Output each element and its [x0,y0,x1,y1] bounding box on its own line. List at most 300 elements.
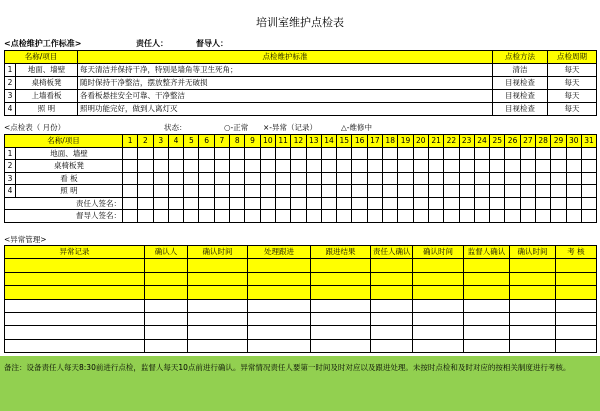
anomaly-cell[interactable] [413,286,464,299]
check-cell[interactable] [383,160,398,173]
check-cell[interactable] [566,160,581,173]
check-cell[interactable] [459,172,474,185]
check-cell[interactable] [490,160,505,173]
check-cell[interactable] [291,147,306,160]
check-cell[interactable] [566,185,581,198]
signature-cell[interactable] [337,210,352,223]
signature-cell[interactable] [367,197,382,210]
check-cell[interactable] [505,147,520,160]
signature-cell[interactable] [199,197,214,210]
anomaly-cell[interactable] [371,272,413,285]
check-cell[interactable] [199,185,214,198]
signature-cell[interactable] [413,197,428,210]
signature-cell[interactable] [505,197,520,210]
anomaly-cell[interactable] [188,299,248,312]
legend-abnormal: ×-异常（记录） [263,123,317,132]
check-cell[interactable] [505,172,520,185]
check-cell[interactable] [306,185,321,198]
row-standard: 随时保持干净整洁，摆放整齐并无破损 [78,77,493,90]
signature-row [5,197,597,210]
anomaly-cell[interactable] [464,272,510,285]
anomaly-cell[interactable] [464,339,510,352]
day-header: 22 [444,135,459,148]
check-cell[interactable] [337,160,352,173]
check-cell[interactable] [306,160,321,173]
anomaly-cell[interactable] [464,259,510,272]
check-cell[interactable] [275,147,290,160]
check-cell[interactable] [566,172,581,185]
anomaly-cell[interactable] [464,286,510,299]
check-cell[interactable] [184,160,199,173]
check-cell[interactable] [230,160,245,173]
check-cell[interactable] [444,172,459,185]
standards-row [5,90,597,103]
signature-label: 督导人签名： [5,210,123,223]
check-cell[interactable] [138,185,153,198]
anomaly-row [5,286,597,299]
check-cell[interactable] [123,147,138,160]
row-number: 1 [5,147,16,160]
check-cell[interactable] [459,185,474,198]
anomaly-cell[interactable] [188,312,248,325]
check-cell[interactable] [291,160,306,173]
check-cell[interactable] [153,160,168,173]
signature-cell[interactable] [184,210,199,223]
check-cell[interactable] [551,172,566,185]
signature-cell[interactable] [520,197,535,210]
signature-cell[interactable] [230,210,245,223]
anomaly-cell[interactable] [311,312,371,325]
signature-cell[interactable] [214,197,229,210]
check-cell[interactable] [230,147,245,160]
signature-cell[interactable] [520,210,535,223]
anomaly-cell[interactable] [510,299,556,312]
check-cell[interactable] [536,172,551,185]
legend-repair: △-维修中 [341,123,372,132]
signature-cell[interactable] [352,210,367,223]
check-cell[interactable] [536,160,551,173]
check-cell[interactable] [352,160,367,173]
anomaly-cell[interactable] [371,312,413,325]
day-header: 18 [383,135,398,148]
anomaly-cell[interactable] [311,299,371,312]
check-cell[interactable] [230,172,245,185]
anomaly-cell[interactable] [248,299,311,312]
signature-cell[interactable] [291,197,306,210]
signature-cell[interactable] [444,197,459,210]
signature-cell[interactable] [275,197,290,210]
anomaly-cell[interactable] [188,259,248,272]
anomaly-section-label: <异常管理> [4,235,47,244]
check-cell[interactable] [337,147,352,160]
anomaly-cell[interactable] [311,272,371,285]
check-cell[interactable] [245,160,260,173]
anomaly-cell[interactable] [145,312,188,325]
check-cell[interactable] [260,185,275,198]
check-cell[interactable] [352,147,367,160]
anomaly-cell[interactable] [145,272,188,285]
check-cell[interactable] [444,147,459,160]
signature-cell[interactable] [398,210,413,223]
check-cell[interactable] [551,147,566,160]
check-cell[interactable] [321,160,336,173]
anomaly-cell[interactable] [248,312,311,325]
check-cell[interactable] [383,172,398,185]
check-cell[interactable] [520,160,535,173]
check-cell[interactable] [520,147,535,160]
signature-cell[interactable] [551,210,566,223]
check-cell[interactable] [581,185,596,198]
signature-cell[interactable] [398,197,413,210]
signature-row [5,210,597,223]
signature-cell[interactable] [184,197,199,210]
anomaly-cell[interactable] [311,339,371,352]
anomaly-cell[interactable] [5,339,145,352]
check-cell[interactable] [413,147,428,160]
check-cell[interactable] [199,172,214,185]
signature-cell[interactable] [123,197,138,210]
anomaly-cell[interactable] [5,286,145,299]
check-cell[interactable] [551,185,566,198]
check-cell[interactable] [398,172,413,185]
signature-cell[interactable] [474,197,489,210]
signature-cell[interactable] [581,197,596,210]
signature-cell[interactable] [123,210,138,223]
anomaly-cell[interactable] [510,339,556,352]
standards-header-item: 名称/项目 [5,51,78,64]
checklist-row [5,185,597,198]
check-cell[interactable] [428,160,443,173]
signature-cell[interactable] [306,210,321,223]
signature-cell[interactable] [566,210,581,223]
check-cell[interactable] [474,160,489,173]
check-cell[interactable] [367,185,382,198]
signature-cell[interactable] [459,210,474,223]
check-cell[interactable] [245,147,260,160]
check-cell[interactable] [275,185,290,198]
check-cell[interactable] [413,185,428,198]
signature-cell[interactable] [428,197,443,210]
check-cell[interactable] [260,160,275,173]
standards-header-line [4,38,596,50]
anomaly-cell[interactable] [464,299,510,312]
check-cell[interactable] [153,185,168,198]
checklist-table [4,134,597,223]
checklist-header-item: 名称/项目 [5,135,123,148]
anomaly-cell[interactable] [5,326,145,339]
signature-cell[interactable] [459,197,474,210]
standards-row [5,64,597,77]
check-cell[interactable] [428,147,443,160]
check-cell[interactable] [459,147,474,160]
check-cell[interactable] [581,147,596,160]
checklist-row [5,172,597,185]
signature-cell[interactable] [474,210,489,223]
check-cell[interactable] [214,185,229,198]
check-cell[interactable] [352,172,367,185]
check-cell[interactable] [520,172,535,185]
check-cell[interactable] [490,147,505,160]
row-item: 上墙看板 [16,90,78,103]
check-cell[interactable] [184,172,199,185]
anomaly-cell[interactable] [413,259,464,272]
day-header: 15 [337,135,352,148]
anomaly-cell[interactable] [311,259,371,272]
signature-cell[interactable] [337,197,352,210]
check-cell[interactable] [168,147,183,160]
anomaly-cell[interactable] [556,299,597,312]
anomaly-cell[interactable] [188,326,248,339]
anomaly-cell[interactable] [556,286,597,299]
signature-cell[interactable] [291,210,306,223]
anomaly-cell[interactable] [248,272,311,285]
check-cell[interactable] [474,185,489,198]
day-header: 19 [398,135,413,148]
signature-cell[interactable] [321,210,336,223]
anomaly-cell[interactable] [556,259,597,272]
signature-cell[interactable] [245,197,260,210]
day-header: 11 [275,135,290,148]
day-header: 26 [505,135,520,148]
check-cell[interactable] [398,185,413,198]
anomaly-cell[interactable] [556,272,597,285]
check-cell[interactable] [581,172,596,185]
anomaly-cell[interactable] [510,272,556,285]
anomaly-cell[interactable] [413,272,464,285]
check-cell[interactable] [398,160,413,173]
check-cell[interactable] [413,160,428,173]
check-cell[interactable] [214,160,229,173]
signature-cell[interactable] [367,210,382,223]
signature-cell[interactable] [444,210,459,223]
check-cell[interactable] [214,147,229,160]
check-cell[interactable] [245,172,260,185]
anomaly-cell[interactable] [413,339,464,352]
anomaly-header: 责任人确认 [371,246,413,259]
anomaly-cell[interactable] [188,272,248,285]
anomaly-cell[interactable] [556,326,597,339]
anomaly-header: 考 核 [556,246,597,259]
signature-cell[interactable] [153,197,168,210]
check-cell[interactable] [275,160,290,173]
check-cell[interactable] [459,160,474,173]
signature-cell[interactable] [260,210,275,223]
signature-cell[interactable] [275,210,290,223]
check-cell[interactable] [321,172,336,185]
signature-cell[interactable] [230,197,245,210]
row-item: 地面、墙壁 [16,147,123,160]
check-cell[interactable] [337,185,352,198]
standards-table [4,50,597,116]
signature-cell[interactable] [536,197,551,210]
standards-row [5,103,597,116]
check-cell[interactable] [199,160,214,173]
check-cell[interactable] [383,147,398,160]
anomaly-cell[interactable] [5,312,145,325]
check-cell[interactable] [367,172,382,185]
anomaly-cell[interactable] [556,339,597,352]
anomaly-cell[interactable] [145,326,188,339]
signature-cell[interactable] [306,197,321,210]
check-cell[interactable] [245,185,260,198]
signature-cell[interactable] [138,210,153,223]
check-cell[interactable] [428,172,443,185]
anomaly-cell[interactable] [311,326,371,339]
check-cell[interactable] [306,172,321,185]
row-item: 照 明 [16,103,78,116]
row-method: 目视检查 [493,103,548,116]
anomaly-cell[interactable] [248,326,311,339]
signature-cell[interactable] [352,197,367,210]
check-cell[interactable] [123,185,138,198]
check-cell[interactable] [474,147,489,160]
signature-cell[interactable] [245,210,260,223]
check-cell[interactable] [306,147,321,160]
signature-cell[interactable] [428,210,443,223]
row-number: 4 [5,185,16,198]
check-cell[interactable] [581,160,596,173]
anomaly-cell[interactable] [145,339,188,352]
check-cell[interactable] [260,147,275,160]
check-cell[interactable] [444,160,459,173]
anomaly-cell[interactable] [464,326,510,339]
check-cell[interactable] [199,147,214,160]
check-cell[interactable] [367,147,382,160]
signature-cell[interactable] [168,210,183,223]
anomaly-cell[interactable] [371,286,413,299]
check-cell[interactable] [367,160,382,173]
check-cell[interactable] [291,172,306,185]
signature-cell[interactable] [505,210,520,223]
anomaly-cell[interactable] [188,339,248,352]
check-cell[interactable] [260,172,275,185]
row-item: 桌椅板凳 [16,160,123,173]
check-cell[interactable] [474,172,489,185]
check-cell[interactable] [505,185,520,198]
checklist-row [5,160,597,173]
check-cell[interactable] [138,160,153,173]
signature-cell[interactable] [260,197,275,210]
check-cell[interactable] [536,185,551,198]
row-number: 2 [5,77,16,90]
check-cell[interactable] [413,172,428,185]
anomaly-cell[interactable] [510,286,556,299]
signature-cell[interactable] [153,210,168,223]
check-cell[interactable] [321,147,336,160]
check-cell[interactable] [153,172,168,185]
check-cell[interactable] [123,172,138,185]
anomaly-cell[interactable] [510,259,556,272]
signature-cell[interactable] [536,210,551,223]
anomaly-cell[interactable] [510,312,556,325]
anomaly-cell[interactable] [188,286,248,299]
anomaly-cell[interactable] [311,286,371,299]
check-cell[interactable] [536,147,551,160]
signature-cell[interactable] [490,197,505,210]
check-cell[interactable] [214,172,229,185]
check-cell[interactable] [168,172,183,185]
signature-cell[interactable] [138,197,153,210]
check-cell[interactable] [398,147,413,160]
check-cell[interactable] [153,147,168,160]
signature-cell[interactable] [214,210,229,223]
check-cell[interactable] [444,185,459,198]
anomaly-cell[interactable] [413,312,464,325]
row-item: 照 明 [16,185,123,198]
signature-cell[interactable] [199,210,214,223]
check-cell[interactable] [184,147,199,160]
check-cell[interactable] [138,172,153,185]
anomaly-cell[interactable] [248,339,311,352]
check-cell[interactable] [123,160,138,173]
signature-cell[interactable] [566,197,581,210]
signature-cell[interactable] [490,210,505,223]
signature-cell[interactable] [383,197,398,210]
check-cell[interactable] [138,147,153,160]
day-header: 7 [214,135,229,148]
anomaly-cell[interactable] [5,272,145,285]
signature-cell[interactable] [413,210,428,223]
day-header: 2 [138,135,153,148]
check-cell[interactable] [383,185,398,198]
check-cell[interactable] [428,185,443,198]
signature-cell[interactable] [551,197,566,210]
anomaly-cell[interactable] [145,259,188,272]
check-cell[interactable] [337,172,352,185]
anomaly-cell[interactable] [413,299,464,312]
check-cell[interactable] [490,185,505,198]
signature-cell[interactable] [581,210,596,223]
check-cell[interactable] [520,185,535,198]
anomaly-cell[interactable] [248,259,311,272]
check-cell[interactable] [505,160,520,173]
row-standard: 每天清洁并保持干净，特别是墙角等卫生死角； [78,64,493,77]
anomaly-cell[interactable] [371,299,413,312]
check-cell[interactable] [490,172,505,185]
anomaly-cell[interactable] [371,339,413,352]
anomaly-cell[interactable] [413,326,464,339]
row-method: 目视检查 [493,77,548,90]
check-cell[interactable] [275,172,290,185]
anomaly-cell[interactable] [5,259,145,272]
anomaly-cell[interactable] [371,259,413,272]
anomaly-cell[interactable] [145,286,188,299]
anomaly-cell[interactable] [510,326,556,339]
check-cell[interactable] [352,185,367,198]
signature-cell[interactable] [168,197,183,210]
anomaly-cell[interactable] [145,299,188,312]
check-cell[interactable] [551,160,566,173]
check-cell[interactable] [168,160,183,173]
check-cell[interactable] [168,185,183,198]
check-cell[interactable] [291,185,306,198]
signature-cell[interactable] [321,197,336,210]
anomaly-cell[interactable] [5,299,145,312]
anomaly-cell[interactable] [556,312,597,325]
anomaly-cell[interactable] [371,326,413,339]
anomaly-header: 确认时间 [510,246,556,259]
anomaly-cell[interactable] [248,286,311,299]
check-cell[interactable] [230,185,245,198]
check-cell[interactable] [184,185,199,198]
anomaly-cell[interactable] [464,312,510,325]
check-cell[interactable] [566,147,581,160]
standards-header-period: 点检周期 [548,51,597,64]
anomaly-header: 处理跟进 [248,246,311,259]
signature-cell[interactable] [383,210,398,223]
row-number: 1 [5,64,16,77]
check-cell[interactable] [321,185,336,198]
